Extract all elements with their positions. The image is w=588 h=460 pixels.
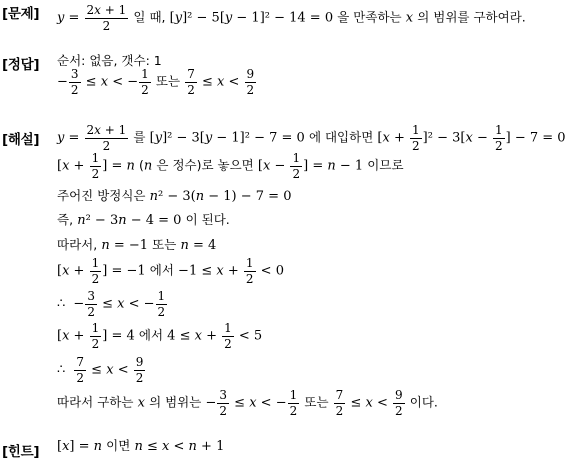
solution-line-4: 즉, n² − 3n − 4 = 0 이 된다. — [57, 212, 230, 228]
solution-line-5: 따라서, n = −1 또는 n = 4 — [57, 237, 217, 253]
problem-statement: y = $\frac{2x + 1}{2}$ 일 때, [y]² − 5[y − 1]² − 14 = 0 을 만족하는 x 의 범위를 구하여라. — [57, 3, 526, 33]
answer-tag: [정답] — [2, 57, 40, 73]
solution-tag: [해설] — [2, 132, 40, 148]
hint-tag: [힌트] — [2, 444, 40, 460]
problem-tag: [문제] — [2, 6, 40, 22]
answer-range: − $\frac{3}{2}$ ≤ x < − $\frac{1}{2}$ 또는 $\frac{7}{2}$ ≤ x < $\frac{9}{2}$ — [57, 67, 255, 97]
solution-line-7: ∴ − $\frac{3}{2}$ ≤ x < − $\frac{1}{2}$ — [57, 289, 166, 319]
solution-line-3: 주어진 방정식은 n² − 3(n − 1) − 7 = 0 — [57, 188, 292, 204]
solution-line-2: [x + $\frac{1}{2}$ ] = n (n 은 정수)로 놓으면 [x − $\frac{1}{2}$ ] = n − 1 이므로 — [57, 151, 404, 181]
solution-line-9: ∴ $\frac{7}{2}$ ≤ x < $\frac{9}{2}$ — [57, 355, 144, 385]
solution-line-6: [x + $\frac{1}{2}$ ] = −1 에서 −1 ≤ x + $\frac{1}{2}$ < 0 — [57, 256, 284, 286]
problem-text-1: 일 때, — [133, 9, 166, 25]
problem-text-3: 의 범위를 구하여라. — [417, 9, 526, 25]
answer-or: 또는 — [155, 73, 181, 89]
answer-meta: 순서: 없음, 갯수: 1 — [57, 53, 162, 68]
problem-text-2: 을 만족하는 — [337, 9, 402, 25]
hint-text: [x] = n 이면 n ≤ x < n + 1 — [57, 438, 225, 454]
solution-line-1: y = $\frac{2x + 1}{2}$ 를 [y]² − 3[y − 1]² − 7 = 0 에 대입하면 [x + $\frac{1}{2}$ ]² − 3[x − $\frac{1}{2}$ ] − 7 = 0 — [57, 123, 566, 153]
solution-line-8: [x + $\frac{1}{2}$ ] = 4 에서 4 ≤ x + $\frac{1}{2}$ < 5 — [57, 321, 263, 351]
solution-line-10: 따라서 구하는 x 의 범위는 − $\frac{3}{2}$ ≤ x < − $\frac{1}{2}$ 또는 $\frac{7}{2}$ ≤ x < $\frac{9}{2}$ 이다. — [57, 388, 438, 418]
